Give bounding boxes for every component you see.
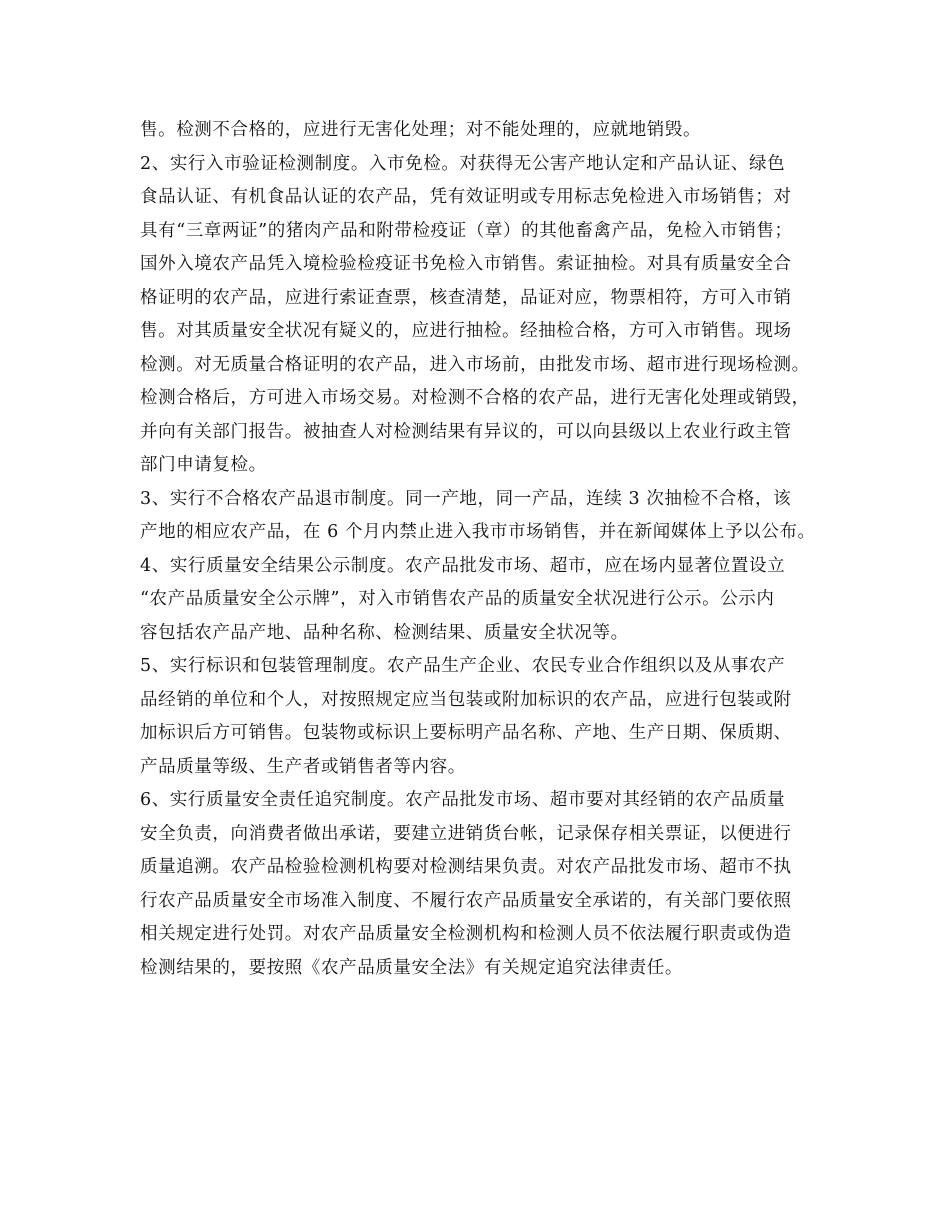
text-line: 检测。对无质量合格证明的农产品，进入市场前，由批发市场、超市进行现场检测。 [140, 354, 810, 375]
text-line: 4、实行质量安全结果公示制度。农产品批发市场、超市，应在场内显著位置设立 [140, 555, 786, 576]
text-line: 具有“三章两证”的猪肉产品和附带检疫证（章）的其他畜禽产品，免检入市销售； [140, 220, 793, 241]
text-line: 售。对其质量安全状况有疑义的，应进行抽检。经抽检合格，方可入市销售。现场 [140, 321, 792, 341]
text-line: 食品认证、有机食品认证的农产品，凭有效证明或专用标志免检进入市场销售；对 [140, 187, 792, 207]
text-line: 容包括农产品产地、品种名称、检测结果、质量安全状况等。 [140, 622, 629, 643]
text-line: 产品质量等级、生产者或销售者等内容。 [140, 756, 466, 777]
text-line: 3、实行不合格农产品退市制度。同一产地，同一产品，连续 3 次抽检不合格，该 [140, 488, 792, 509]
text-line: 行农产品质量安全市场准入制度、不履行农产品质量安全承诺的，有关部门要依照 [140, 890, 792, 911]
text-line: 相关规定进行处罚。对农产品质量安全检测机构和检测人员不依法履行职责或伪造 [140, 924, 792, 944]
text-line: 产地的相应农产品，在 6 个月内禁止进入我市市场销售，并在新闻媒体上予以公布。 [140, 522, 816, 542]
text-line: 6、实行质量安全责任追究制度。农产品批发市场、超市要对其经销的农产品质量 [140, 790, 786, 810]
text-line: 安全负责，向消费者做出承诺，要建立进销货台帐，记录保存相关票证，以便进行 [140, 823, 792, 844]
text-line: 2、实行入市验证检测制度。入市免检。对获得无公害产地认定和产品认证、绿色 [140, 153, 786, 174]
text-line: 品经销的单位和个人，对按照规定应当包装或附加标识的农产品，应进行包装或附 [140, 689, 792, 710]
text-line: 并向有关部门报告。被抽查人对检测结果有异议的，可以向县级以上农业行政主管 [140, 421, 792, 442]
text-line: 部门申请复检。 [140, 455, 267, 475]
text-line: 格证明的农产品，应进行索证查票，核查清楚，品证对应，物票相符，方可入市销 [140, 287, 792, 308]
document-body [140, 114, 820, 985]
text-line: 质量追溯。农产品检验检测机构要对检测结果负责。对农产品批发市场、超市不执 [140, 857, 792, 877]
text-line: 5、实行标识和包装管理制度。农产品生产企业、农民专业合作组织以及从事农产 [140, 656, 786, 676]
text-line: “农产品质量安全公示牌”，对入市销售农产品的质量安全状况进行公示。公示内 [140, 589, 775, 609]
text-line: 检测合格后，方可进入市场交易。对检测不合格的农产品，进行无害化处理或销毁， [140, 388, 810, 408]
text-line: 国外入境农产品凭入境检验检疫证书免检入市销售。索证抽检。对具有质量安全合 [140, 254, 792, 274]
text-line: 加标识后方可销售。包装物或标识上要标明产品名称、产地、生产日期、保质期、 [140, 723, 792, 743]
text-line: 售。检测不合格的，应进行无害化处理；对不能处理的，应就地销毁。 [140, 120, 702, 140]
text-line: 检测结果的，要按照《农产品质量安全法》有关规定追究法律责任。 [140, 957, 683, 978]
